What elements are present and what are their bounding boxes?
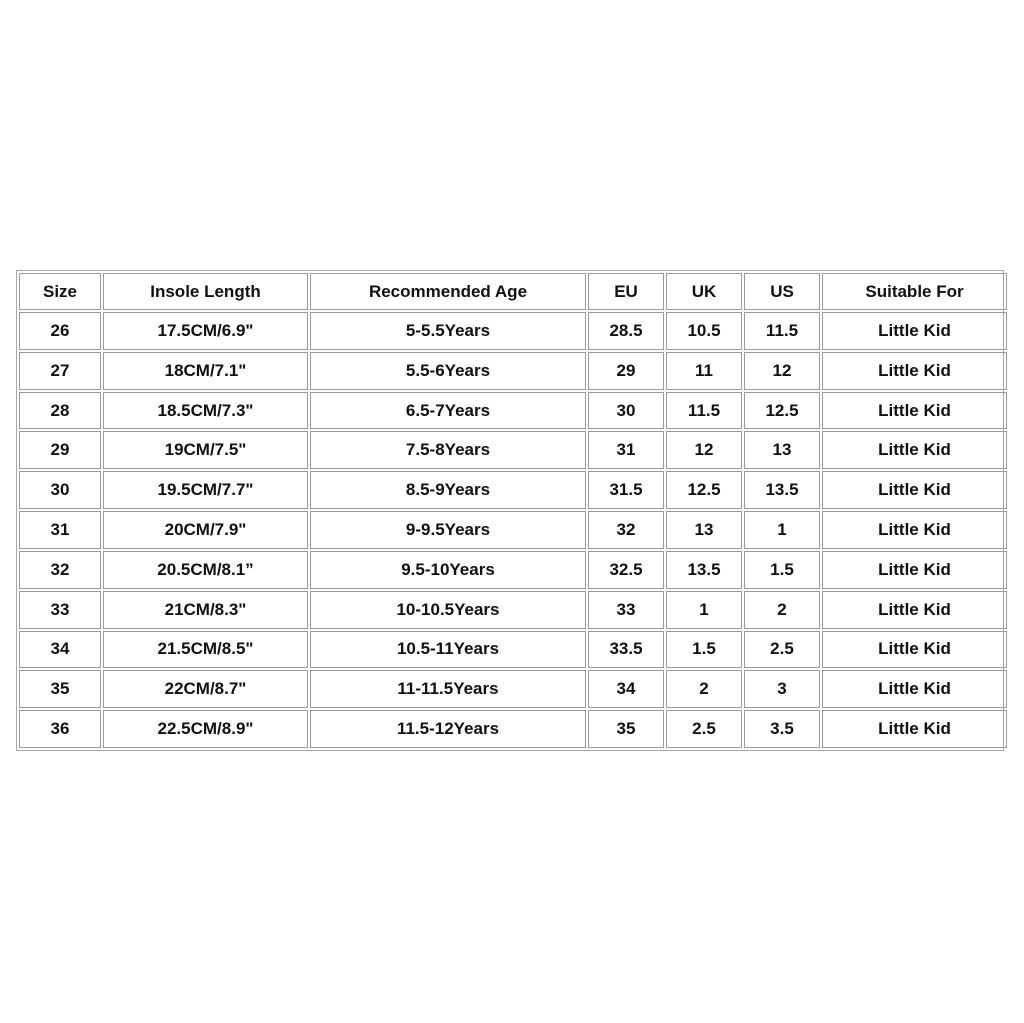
header-eu: EU: [588, 273, 664, 310]
cell-insole-length: 20CM/7.9": [103, 511, 308, 549]
cell-us: 13: [744, 431, 820, 469]
header-recommended-age: Recommended Age: [310, 273, 586, 310]
cell-us: 13.5: [744, 471, 820, 509]
cell-suitable-for: Little Kid: [822, 551, 1007, 589]
cell-recommended-age: 7.5-8Years: [310, 431, 586, 469]
cell-suitable-for: Little Kid: [822, 511, 1007, 549]
cell-recommended-age: 6.5-7Years: [310, 392, 586, 430]
cell-insole-length: 18CM/7.1": [103, 352, 308, 390]
table-row: [19, 511, 1007, 549]
cell-suitable-for: Little Kid: [822, 710, 1007, 748]
cell-eu: 32.5: [588, 551, 664, 589]
table-row: [19, 431, 1007, 469]
cell-insole-length: 19CM/7.5": [103, 431, 308, 469]
cell-uk: 11.5: [666, 392, 742, 430]
table-row: [19, 392, 1007, 430]
cell-size: 36: [19, 710, 101, 748]
cell-suitable-for: Little Kid: [822, 352, 1007, 390]
header-uk: UK: [666, 273, 742, 310]
table-row: [19, 591, 1007, 629]
cell-us: 2.5: [744, 631, 820, 669]
size-table: [17, 271, 1009, 750]
cell-recommended-age: 5.5-6Years: [310, 352, 586, 390]
header-suitable-for: Suitable For: [822, 273, 1007, 310]
cell-recommended-age: 9.5-10Years: [310, 551, 586, 589]
header-us: US: [744, 273, 820, 310]
cell-suitable-for: Little Kid: [822, 631, 1007, 669]
table-row: [19, 352, 1007, 390]
cell-eu: 33.5: [588, 631, 664, 669]
cell-eu: 29: [588, 352, 664, 390]
cell-insole-length: 22CM/8.7": [103, 670, 308, 708]
cell-size: 32: [19, 551, 101, 589]
cell-size: 33: [19, 591, 101, 629]
cell-recommended-age: 11-11.5Years: [310, 670, 586, 708]
cell-insole-length: 18.5CM/7.3": [103, 392, 308, 430]
cell-insole-length: 20.5CM/8.1”: [103, 551, 308, 589]
cell-size: 29: [19, 431, 101, 469]
header-size: Size: [19, 273, 101, 310]
cell-us: 1.5: [744, 551, 820, 589]
cell-uk: 13.5: [666, 551, 742, 589]
header-insole-length: Insole Length: [103, 273, 308, 310]
cell-us: 12: [744, 352, 820, 390]
cell-size: 34: [19, 631, 101, 669]
cell-uk: 10.5: [666, 312, 742, 350]
cell-uk: 1: [666, 591, 742, 629]
cell-suitable-for: Little Kid: [822, 431, 1007, 469]
table-row: [19, 312, 1007, 350]
cell-recommended-age: 10.5-11Years: [310, 631, 586, 669]
cell-eu: 32: [588, 511, 664, 549]
cell-uk: 2.5: [666, 710, 742, 748]
cell-insole-length: 21CM/8.3": [103, 591, 308, 629]
cell-suitable-for: Little Kid: [822, 312, 1007, 350]
cell-suitable-for: Little Kid: [822, 670, 1007, 708]
cell-uk: 1.5: [666, 631, 742, 669]
cell-recommended-age: 9-9.5Years: [310, 511, 586, 549]
cell-us: 12.5: [744, 392, 820, 430]
table-row: [19, 551, 1007, 589]
cell-size: 28: [19, 392, 101, 430]
table-row: [19, 710, 1007, 748]
cell-eu: 31: [588, 431, 664, 469]
cell-suitable-for: Little Kid: [822, 471, 1007, 509]
table-row: [19, 471, 1007, 509]
table-row: [19, 670, 1007, 708]
cell-insole-length: 22.5CM/8.9": [103, 710, 308, 748]
cell-uk: 11: [666, 352, 742, 390]
cell-recommended-age: 11.5-12Years: [310, 710, 586, 748]
cell-recommended-age: 10-10.5Years: [310, 591, 586, 629]
cell-suitable-for: Little Kid: [822, 591, 1007, 629]
cell-us: 2: [744, 591, 820, 629]
cell-eu: 30: [588, 392, 664, 430]
cell-size: 26: [19, 312, 101, 350]
size-chart: [16, 270, 1004, 751]
cell-suitable-for: Little Kid: [822, 392, 1007, 430]
cell-eu: 35: [588, 710, 664, 748]
cell-insole-length: 21.5CM/8.5": [103, 631, 308, 669]
cell-recommended-age: 5-5.5Years: [310, 312, 586, 350]
cell-us: 1: [744, 511, 820, 549]
table-header-row: [19, 273, 1007, 310]
cell-eu: 31.5: [588, 471, 664, 509]
cell-insole-length: 17.5CM/6.9": [103, 312, 308, 350]
cell-size: 35: [19, 670, 101, 708]
cell-us: 11.5: [744, 312, 820, 350]
cell-uk: 12.5: [666, 471, 742, 509]
cell-insole-length: 19.5CM/7.7": [103, 471, 308, 509]
cell-recommended-age: 8.5-9Years: [310, 471, 586, 509]
cell-uk: 12: [666, 431, 742, 469]
cell-uk: 13: [666, 511, 742, 549]
table-row: [19, 631, 1007, 669]
cell-size: 27: [19, 352, 101, 390]
cell-uk: 2: [666, 670, 742, 708]
cell-us: 3: [744, 670, 820, 708]
cell-eu: 28.5: [588, 312, 664, 350]
cell-eu: 33: [588, 591, 664, 629]
cell-size: 31: [19, 511, 101, 549]
cell-size: 30: [19, 471, 101, 509]
cell-eu: 34: [588, 670, 664, 708]
cell-us: 3.5: [744, 710, 820, 748]
